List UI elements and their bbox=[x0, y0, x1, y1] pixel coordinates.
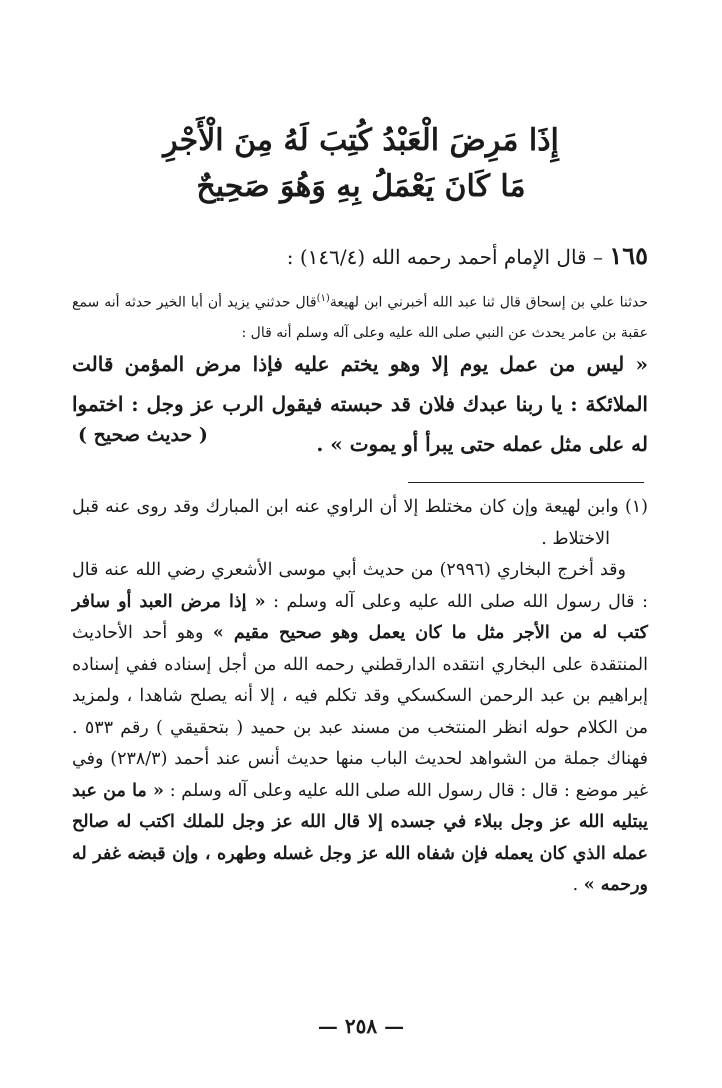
hadith-text: « ليس من عمل يوم إلا وهو يختم عليه فإذا مرض المؤمن قالت الملائكة : يا ربنا عبدك فلان قد حبسته فيقول الرب عز وجل : اختموا له على مثل عمله حتى يبرأ أو يموت » . bbox=[72, 352, 648, 456]
hadith-chain bbox=[72, 284, 648, 348]
hadith-intro: قال الإمام أحمد رحمه الله (١٤٦/٤) : bbox=[286, 245, 587, 269]
hadith-grade: ( حديث صحيح ) bbox=[78, 424, 208, 446]
hadith-heading bbox=[60, 240, 648, 273]
footnote-1-text: وابن لهيعة وإن كان مختلط إلا أن الراوي عنه ابن المبارك وقد روى عنه قبل الاختلاط . bbox=[72, 497, 619, 549]
page-number: — ٢٥٨ — bbox=[317, 1014, 405, 1038]
footnote-bold-hadith-2: « ما من عبد يبتليه الله عز وجل ببلاء في جسده إلا قال الله عز وجل للملك اكتب له صالح عمله الذي كان يعمله فإن شفاه الله عز وجل غسله وطهره ، وإن قبضه غفر له ورحمه » bbox=[72, 780, 648, 895]
footnote-p2-a: وقد أخرج البخاري (٢٩٩٦) من حديث أبي موسى الأشعري رضي الله عنه قال : قال رسول الله صلى الله عليه وعلى آله وسلم : bbox=[72, 560, 648, 612]
chapter-title-line-1: إِذَا مَرِضَ الْعَبْدُ كُتِبَ لَهُ مِنَ الْأَجْرِ bbox=[163, 123, 559, 158]
footnote-divider bbox=[408, 482, 644, 483]
sanad-part-2: قال حدثني يزيد أن أبا الخير حدثه أنه سمع عقبة بن عامر يحدث عن النبي صلى الله عليه وعلى آله وسلم أنه قال : bbox=[72, 294, 648, 341]
footnote-1 bbox=[72, 492, 648, 555]
footnote-p2-b: وهو أحد الأحاديث المنتقدة على البخاري انتقده الدارقطني رحمه الله من أجل إسناده ففي إسناده إبراهيم بن عبد الرحمن السكسكي وقد تكلم فيه ، إلا أنه يصلح شاهدا ، ولمزيد من الكلام حوله انظر المنتخب من مسند عبد بن حميد ( بتحقيقي ) رقم ٥٣٣ . فهناك جملة من الشواهد لحديث الباب منها حديث أنس عند أحمد (٢٣٨/٣) وفي غير موضع : قال : قال رسول الله صلى الله عليه وعلى آله وسلم : bbox=[72, 623, 648, 801]
chapter-title-line-2: مَا كَانَ يَعْمَلُ بِهِ وَهُوَ صَحِيحٌ bbox=[196, 169, 526, 204]
footnote-p2-end: . bbox=[572, 875, 584, 895]
chapter-title bbox=[60, 118, 662, 210]
footnote-paragraph bbox=[72, 555, 648, 902]
sanad-part-1: حدثنا علي بن إسحاق قال ثنا عبد الله أخبرني ابن لهيعة bbox=[329, 294, 648, 311]
footnote-bold-hadith-1: « إذا مرض العبد أو سافر كتب له من الأجر مثل ما كان يعمل وهو صحيح مقيم » bbox=[72, 591, 648, 643]
hadith-number: ١٦٥ bbox=[609, 241, 648, 270]
footnotes bbox=[72, 492, 648, 902]
hadith-dash: – bbox=[586, 245, 610, 269]
footnote-reference[interactable]: (١) bbox=[316, 293, 330, 304]
footnote-marker: (١) bbox=[624, 497, 648, 517]
